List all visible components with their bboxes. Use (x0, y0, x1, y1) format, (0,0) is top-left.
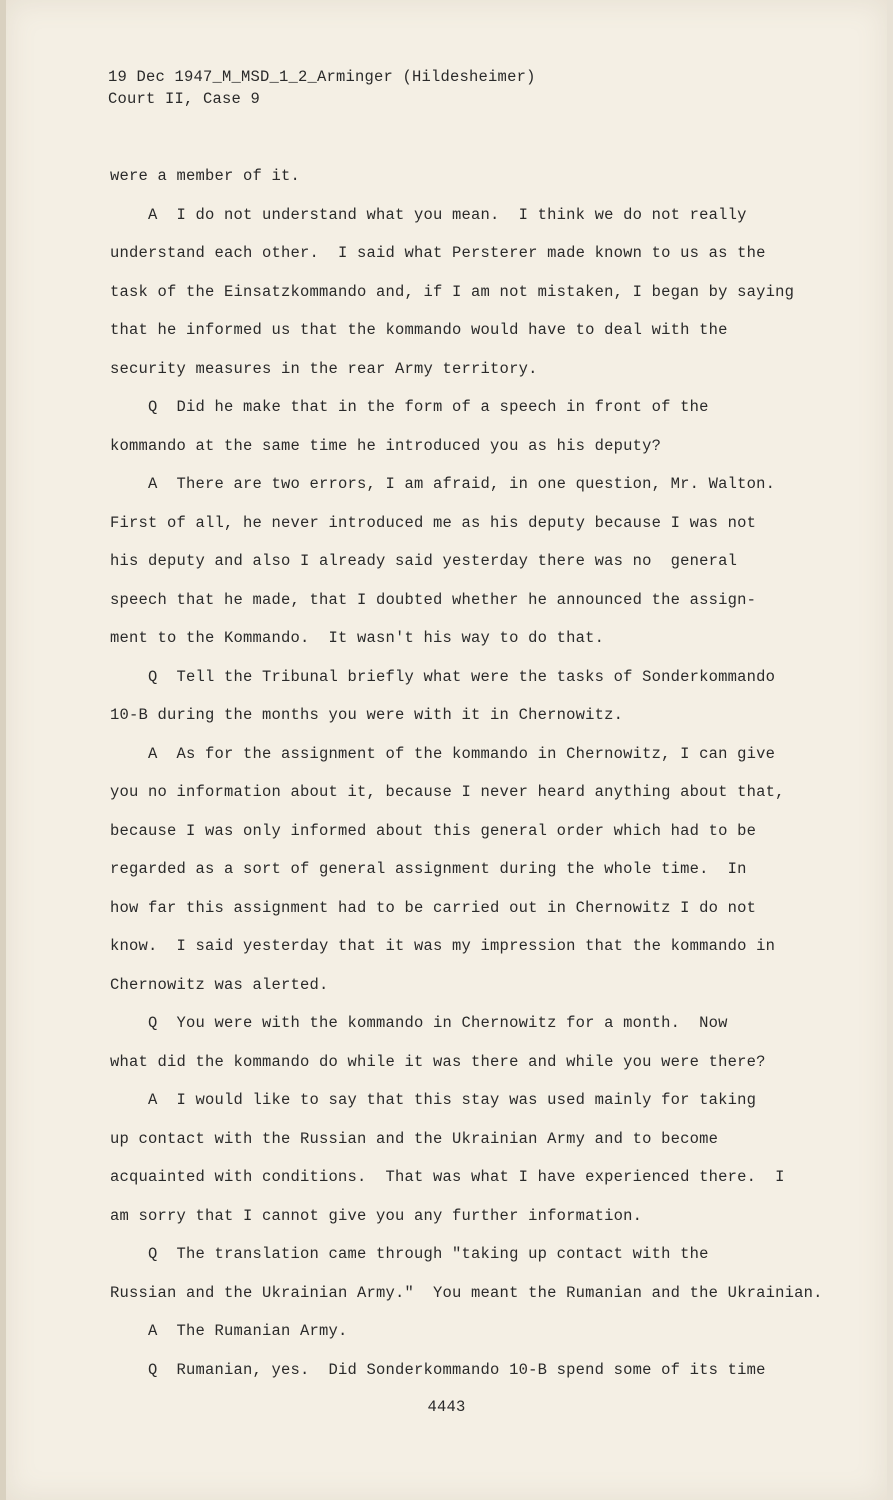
header-line-date-reference: 19 Dec 1947_M_MSD_1_2_Arminger (Hildesheimer) (108, 68, 536, 86)
transcript-line: know. I said yesterday that it was my impression that the kommando in (110, 937, 776, 955)
transcript-line: A There are two errors, I am afraid, in one question, Mr. Walton. (110, 475, 776, 493)
transcript-line: understand each other. I said what Persterer made known to us as the (110, 244, 766, 262)
transcript-line: A The Rumanian Army. (110, 1322, 348, 1340)
transcript-line: am sorry that I cannot give you any further information. (110, 1206, 643, 1225)
transcript-line: task of the Einsatzkommando and, if I am not mistaken, I began by saying (110, 282, 795, 301)
transcript-line: acquainted with conditions. That was what I have experienced there. I (110, 1168, 785, 1186)
transcript-line: A I would like to say that this stay was used mainly for taking (110, 1091, 757, 1109)
transcript-line: how far this assignment had to be carried out in Chernowitz I do not (110, 898, 757, 917)
transcript-line: Q You were with the kommando in Chernowitz for a month. Now (110, 1014, 728, 1032)
transcript-line: 10-B during the months you were with it in Chernowitz. (110, 706, 624, 724)
transcript-line: Russian and the Ukrainian Army." You meant the Rumanian and the Ukrainian. (110, 1283, 823, 1302)
transcript-line: regarded as a sort of general assignment during the whole time. In (110, 860, 747, 878)
transcript-line: were a member of it. (110, 167, 301, 185)
transcript-line: speech that he made, that I doubted whether he announced the assign- (110, 590, 757, 609)
header-line-court-case: Court II, Case 9 (108, 90, 261, 108)
transcript-line: his deputy and also I already said yesterday there was no general (110, 552, 738, 570)
transcript-line: A As for the assignment of the kommando in Chernowitz, I can give (110, 744, 776, 763)
document-header (108, 66, 536, 110)
transcript-line: kommando at the same time he introduced you as his deputy? (110, 436, 662, 455)
transcript-line: because I was only informed about this general order which had to be (110, 821, 757, 840)
transcript-line: Q Rumanian, yes. Did Sonderkommando 10-B spend some of its time (110, 1360, 766, 1379)
transcript-line: A I do not understand what you mean. I think we do not really (110, 205, 747, 224)
transcript-line: Chernowitz was alerted. (110, 975, 329, 994)
transcript-line: you no information about it, because I never heard anything about that, (110, 783, 785, 801)
transcript-line: security measures in the rear Army territory. (110, 359, 538, 378)
transcript-line: that he informed us that the kommando would have to deal with the (110, 321, 728, 339)
transcript-line: ment to the Kommando. It wasn't his way to do that. (110, 629, 605, 647)
transcript-line: Q Did he make that in the form of a speech in front of the (110, 398, 709, 416)
transcript-line: First of all, he never introduced me as his deputy because I was not (110, 513, 757, 532)
page-number: 4443 (427, 1398, 466, 1416)
transcript-line: up contact with the Russian and the Ukrainian Army and to become (110, 1129, 719, 1148)
transcript-line: Q The translation came through "taking up contact with the (110, 1245, 709, 1263)
transcript-line: Q Tell the Tribunal briefly what were the tasks of Sonderkommando (110, 667, 776, 686)
transcript-body (110, 164, 850, 1396)
transcript-line: what did the kommando do while it was there and while you were there? (110, 1052, 766, 1071)
